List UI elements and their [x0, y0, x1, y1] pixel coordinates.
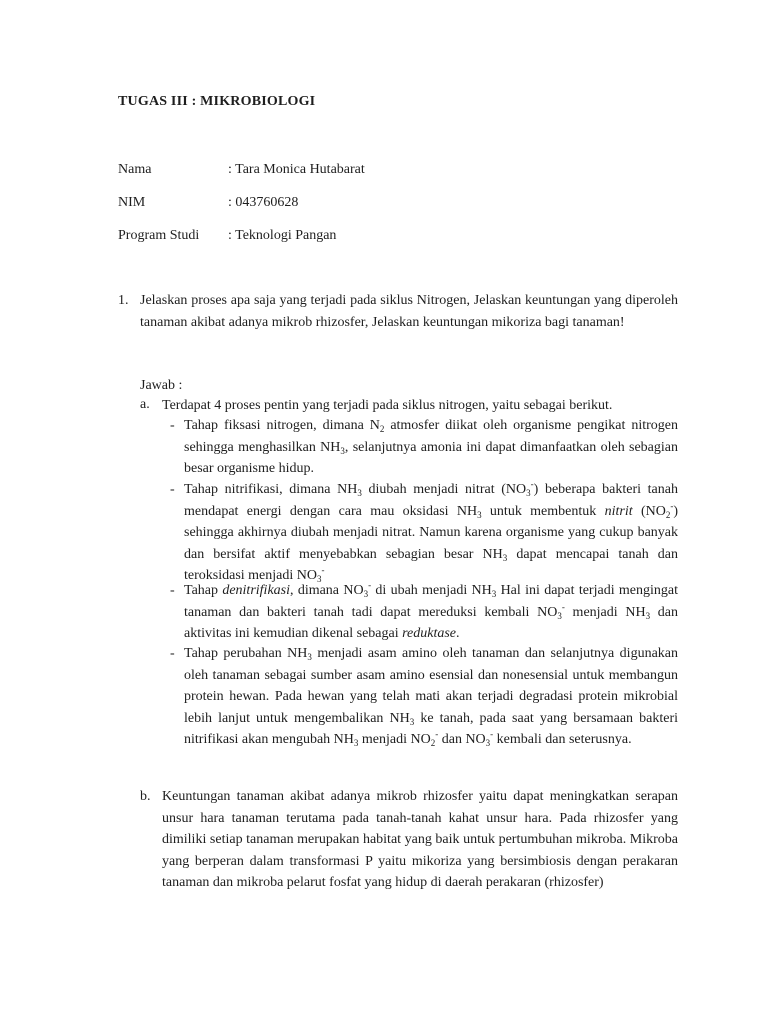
name-label: Nama — [118, 162, 152, 177]
nim-value: : 043760628 — [228, 195, 299, 210]
bullet-dash: - — [170, 482, 175, 497]
bullet-dash: - — [170, 418, 175, 433]
bullet-nitrifikasi: Tahap nitrifikasi, dimana $NH_3$ diubah menjadi nitrat $(NO_3^-)$ beberapa bakteri tanah mendapat energi dengan cara mau oksidasi $NH_3$ untuk membentuk nitrit $(NO_2^-)$ sehingga akhirnya diubah menjadi nitrat. Namun karena organisme yang cukup banyak dan bersifat aktif menyebabkan sebagian besar $NH_3$ dapat mencapai tanah dan teroksidasi menjadi $NO_3^-$ — [184, 479, 679, 584]
question-number: 1. — [118, 293, 129, 308]
answer-label: Jawab : — [140, 378, 183, 393]
bullet-denitrifikasi: Tahap denitrifikasi, dimana $NO_3^-$ di ubah menjadi $NH_3$ Hal ini dapat terjadi mengingat tanaman dan bakteri tanah tadi dapat mereduksi kembali $NO_3^-$ menjadi $NH_3$ dan aktivitas ini kemudian dikenal sebagai reduktase. — [184, 580, 678, 641]
answer-a-marker: a. — [140, 397, 150, 412]
program-label: Program Studi — [118, 228, 200, 243]
name-value: : Tara Monica Hutabarat — [228, 162, 365, 177]
answer-b-text: Keuntungan tanaman akibat adanya mikrob rhizosfer yaitu dapat meningkatkan serapan unsur hara tanaman terutama pada tanah-tanah kahat unsur hara. Pada rhizosfer yang dimiliki setiap tanaman merupakan habitat yang baik untuk pertumbuhan mikroba. Mikroba yang berperan dalam transformasi P yaitu mikoriza yang bersimbiosis dengan perakaran tanaman dan mikroba pelarut fosfat yang hidup di daerah perakaran (rhizosfer) — [162, 789, 678, 890]
program-value: : Teknologi Pangan — [228, 228, 337, 243]
document-title: TUGAS III : MIKROBIOLOGI — [118, 94, 316, 109]
answer-b-marker: b. — [140, 789, 151, 804]
bullet-perubahan: Tahap perubahan $NH_3$ menjadi asam amino oleh tanaman dan selanjutnya digunakan oleh tanaman sebagai sumber asam amino esensial dan nonesensial untuk membangun protein hewan. Pada hewan yang telah mati akan terjadi degradasi protein mikrobial lebih lanjut untuk mengembalikan $NH_3$ ke tanah, pada saat yang bersamaan bakteri nitrifikasi akan mengubah $NH_3$ menjadi $NO_2^-$ dan $NO_3^-$ kembali dan seterusnya. — [184, 646, 678, 748]
bullet-dash: - — [170, 646, 175, 661]
bullet-dash: - — [170, 583, 175, 598]
nim-label: NIM — [118, 195, 146, 210]
question-text: Jelaskan proses apa saja yang terjadi pada siklus Nitrogen, Jelaskan keuntungan yang diperoleh tanaman akibat adanya mikrob rhizosfer, Jelaskan keuntungan mikoriza bagi tanaman! — [140, 293, 678, 330]
answer-a-intro: Terdapat 4 proses pentin yang terjadi pada siklus nitrogen, yaitu sebagai berikut. — [162, 398, 613, 413]
bullet-fiksasi: Tahap fiksasi nitrogen, dimana $N_2$ atmosfer diikat oleh organisme pengikat nitrogen sehingga menghasilkan $NH_3$, selanjutnya amonia ini dapat dimanfaatkan oleh sebagian besar organisme hidup. — [184, 418, 678, 476]
